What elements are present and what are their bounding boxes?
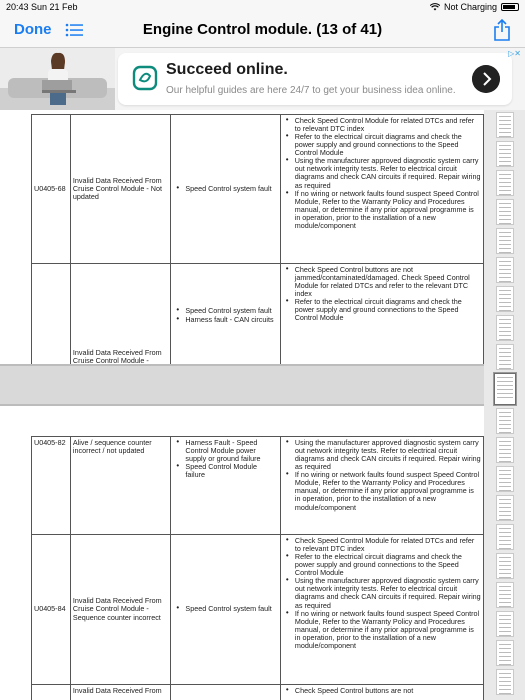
list-item: • Speed Control Module failure [173, 463, 278, 479]
cause-list [173, 605, 278, 613]
list-item: • Refer to the electrical circuit diagrams and check the power supply and ground connections to the Speed Control Module [283, 553, 481, 577]
cause-list [173, 185, 277, 193]
dtc-table-upper [31, 114, 484, 364]
list-item: • Speed Control system fault [173, 185, 277, 193]
dtc-description-cell: Invalid Data Received From Cruise Control Module - [70, 264, 170, 365]
done-button[interactable]: Done [14, 21, 52, 38]
page-thumbnail[interactable] [496, 495, 514, 521]
action-list [283, 117, 481, 230]
table-row [32, 264, 484, 365]
battery-icon [501, 3, 519, 11]
page-thumbnail[interactable] [496, 611, 514, 637]
page-thumbnail[interactable] [496, 199, 514, 225]
list-item: • Harness Fault - Speed Control Module power supply or ground failure [173, 439, 278, 463]
page-thumbnail[interactable] [496, 582, 514, 608]
dtc-table-lower [31, 436, 484, 700]
page-thumbnail[interactable] [496, 257, 514, 283]
page-thumbnail[interactable] [496, 553, 514, 579]
cause-list [173, 307, 277, 323]
navigation-bar [0, 14, 525, 48]
share-icon[interactable] [493, 19, 511, 41]
dtc-action-cell [280, 437, 483, 535]
pdf-page-lower [0, 406, 484, 700]
page-thumbnail[interactable] [496, 228, 514, 254]
list-item: • If no wiring or network faults found suspect Speed Control Module, Refer to the Warranty Policy and Procedures manual, or determine if any prior approval programme is in operation, prior to the installation of a new module/component [283, 610, 481, 650]
list-item: • Refer to the electrical circuit diagrams and check the power supply and ground connections to the Speed Control Module [283, 133, 481, 157]
dtc-description-cell: Invalid Data Received From [70, 685, 171, 700]
page-thumbnail[interactable] [496, 141, 514, 167]
ad-photo [0, 48, 115, 110]
page-thumbnail[interactable] [496, 640, 514, 666]
pdf-page-upper [0, 110, 484, 364]
list-item: • Check Speed Control buttons are not jammed/contaminated/damaged. Check Speed Control Module for related DTCs and refer to the relevant DTC index [283, 266, 481, 298]
action-list [283, 439, 481, 512]
page-thumbnail[interactable] [496, 669, 514, 695]
action-list [283, 537, 481, 650]
list-item: • Check Speed Control buttons are not [283, 687, 481, 695]
list-item: • Refer to the electrical circuit diagrams and check the power supply and ground connections to the Speed Control Module [283, 298, 481, 322]
action-list [283, 687, 481, 695]
page-divider [0, 364, 484, 366]
status-bar [0, 0, 525, 14]
table-row [32, 685, 484, 700]
page-thumbnail[interactable] [496, 437, 514, 463]
dtc-cause-cell [171, 115, 280, 264]
ad-choices-icon[interactable]: ▷✕ [508, 49, 521, 58]
action-list [283, 266, 481, 322]
ad-headline: Succeed online. [166, 61, 288, 78]
list-item: • Speed Control system fault [173, 605, 278, 613]
page-thumbnail[interactable] [496, 112, 514, 138]
dtc-cause-cell [171, 437, 281, 535]
page-thumbnail[interactable] [496, 466, 514, 492]
dtc-action-cell [280, 535, 483, 685]
dtc-code-cell [32, 685, 71, 700]
page-thumbnail[interactable] [496, 344, 514, 370]
page-thumbnail[interactable] [496, 524, 514, 550]
wifi-icon [430, 3, 440, 11]
status-time: 20:43 Sun 21 Feb [6, 2, 78, 12]
dtc-description-cell: Alive / sequence counter incorrect / not updated [70, 437, 171, 535]
page-thumbnail-current[interactable] [494, 373, 516, 405]
chevron-right-icon[interactable] [472, 65, 500, 93]
dtc-action-cell [280, 685, 483, 700]
document-title: Engine Control module. (13 of 41) [142, 21, 383, 38]
list-item: • Check Speed Control Module for related DTCs and refer to relevant DTC index [283, 537, 481, 553]
list-item: • Speed Control system fault [173, 307, 277, 315]
brand-logo-icon [132, 65, 158, 91]
cause-list [173, 439, 278, 479]
page-thumbnail[interactable] [496, 286, 514, 312]
dtc-code-cell [32, 264, 71, 365]
page-thumbnail-strip[interactable] [484, 110, 525, 700]
dtc-action-cell [280, 264, 483, 365]
dtc-action-cell [280, 115, 483, 264]
ad-card[interactable] [118, 53, 512, 105]
list-item: • Using the manufacturer approved diagnostic system carry out network integrity tests. Refer to electrical circuit diagrams and check CAN circuits if required. Repair wiring as required [283, 577, 481, 609]
list-item: • If no wiring or network faults found suspect Speed Control Module, Refer to the Warranty Policy and Procedures manual, or determine if any prior approval programme is in operation, prior to the installation of a new module/component [283, 190, 481, 230]
list-item: • Using the manufacturer approved diagnostic system carry out network integrity tests. Refer to electrical circuit diagrams and check CAN circuits if required. Repair wiring as required [283, 439, 481, 471]
dtc-code-cell: U0405-68 [32, 115, 71, 264]
advertisement-banner[interactable] [0, 48, 525, 110]
ad-subtext: Our helpful guides are here 24/7 to get your business idea online. [166, 85, 456, 96]
page-thumbnail[interactable] [496, 315, 514, 341]
dtc-description-cell: Invalid Data Received From Cruise Control Module - Sequence counter incorrect [70, 535, 171, 685]
dtc-cause-cell [171, 264, 280, 365]
list-item: • Using the manufacturer approved diagnostic system carry out network integrity tests. Refer to electrical circuit diagrams and check CAN circuits if required. Repair wiring as required [283, 157, 481, 189]
page-thumbnail[interactable] [496, 170, 514, 196]
list-item: • Harness fault - CAN circuits [173, 316, 277, 324]
charging-status: Not Charging [443, 2, 497, 12]
table-row [32, 115, 484, 264]
list-item: • If no wiring or network faults found suspect Speed Control Module, Refer to the Warranty Policy and Procedures manual, or determine if any prior approval programme is in operation, prior to the installation of a new module/component [283, 471, 481, 511]
dtc-description-cell: Invalid Data Received From Cruise Control Module - Not updated [70, 115, 170, 264]
dtc-code-cell: U0405-82 [32, 437, 71, 535]
dtc-code-cell: U0405-84 [32, 535, 71, 685]
table-row [32, 535, 484, 685]
status-right [430, 2, 519, 12]
dtc-cause-cell [171, 535, 281, 685]
list-item: • Check Speed Control Module for related DTCs and refer to relevant DTC index [283, 117, 481, 133]
page-thumbnail[interactable] [496, 408, 514, 434]
dtc-cause-cell [171, 685, 281, 700]
table-row [32, 437, 484, 535]
